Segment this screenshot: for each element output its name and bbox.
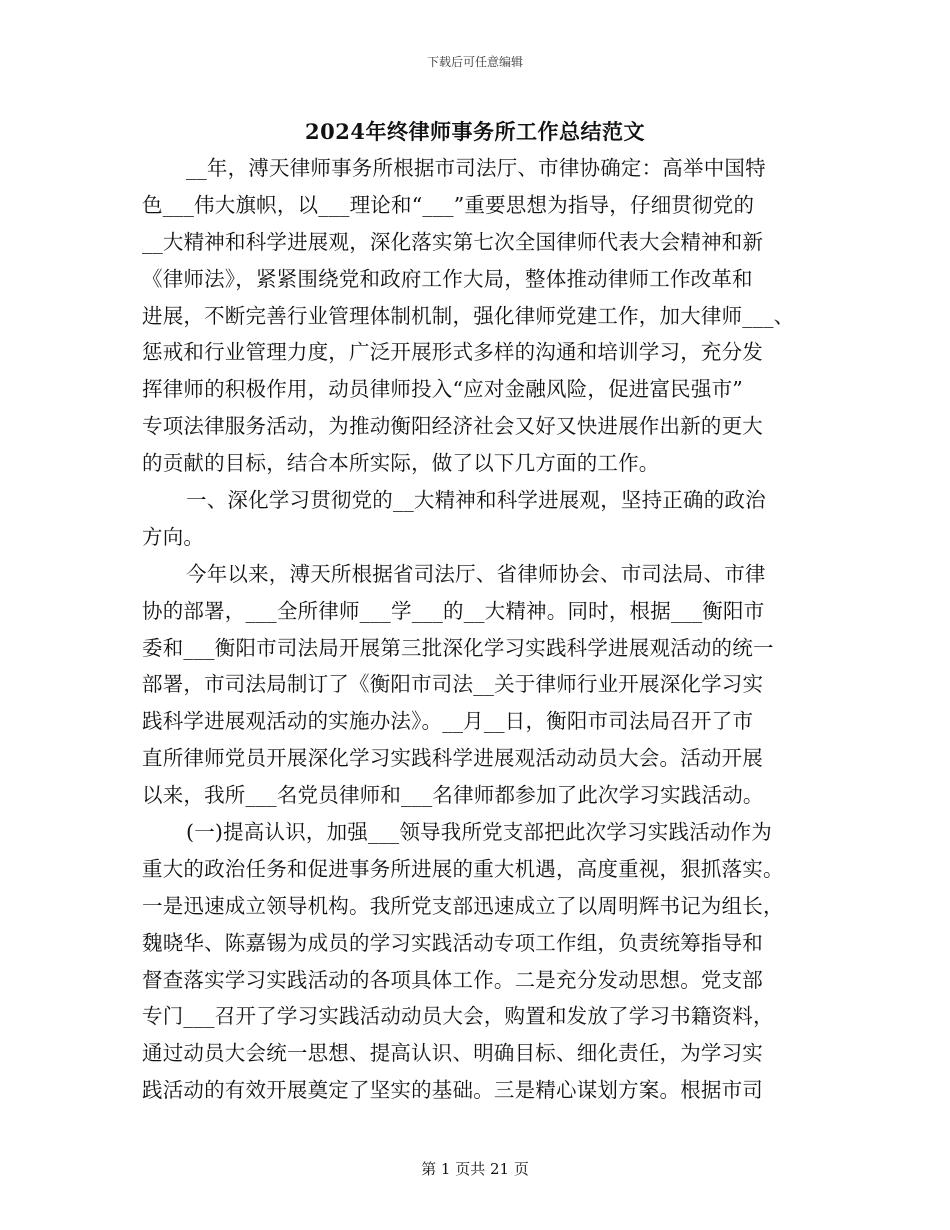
paragraph-line: 践活动的有效开展奠定了坚实的基础。三是精心谋划方案。根据市司 bbox=[142, 1078, 763, 1103]
paragraph-line: 今年以来，溥天所根据省司法厅、省律师协会、市司法局、市律 bbox=[186, 561, 766, 586]
paragraph-line: 直所律师党员开展深化学习实践科学进展观活动动员大会。活动开展 bbox=[142, 746, 763, 771]
document-body bbox=[142, 150, 822, 1109]
section-heading-line: 一、深化学习贯彻党的__大精神和科学进展观，坚持正确的政治 bbox=[186, 488, 766, 513]
paragraph-line: 以来，我所___名党员律师和___名律师都参加了此次学习实践活动。 bbox=[142, 783, 764, 808]
paragraph-line: 部署，市司法局制订了《衡阳市司法__关于律师行业开展深化学习实 bbox=[142, 672, 764, 697]
paragraph-line: __大精神和科学进展观，深化落实第七次全国律师代表大会精神和新 bbox=[142, 229, 764, 254]
paragraph-line: 专项法律服务活动，为推动衡阳经济社会又好又快进展作出新的更大 bbox=[142, 414, 763, 439]
paragraph-line: 督查落实学习实践活动的各项具体工作。二是充分发动思想。党支部 bbox=[142, 967, 763, 992]
paragraph-line: 委和___衡阳市司法局开展第三批深化学习实践科学进展观活动的统一 bbox=[142, 635, 774, 660]
paragraph-line: 挥律师的积极作用，动员律师投入“应对金融风险，促进富民强市” bbox=[142, 377, 743, 402]
paragraph-line: 重大的政治任务和促进事务所进展的重大机遇，高度重视，狠抓落实。 bbox=[142, 856, 784, 881]
paragraph-line: 一是迅速成立领导机构。我所党支部迅速成立了以周明辉书记为组长， bbox=[142, 893, 784, 918]
paragraph-line: 通过动员大会统一思想、提高认识、明确目标、细化责任，为学习实 bbox=[142, 1041, 763, 1066]
paragraph-line: 协的部署，___全所律师___学___的__大精神。同时，根据___衡阳市 bbox=[142, 598, 765, 623]
paragraph-line: 惩戒和行业管理力度，广泛开展形式多样的沟通和培训学习，充分发 bbox=[142, 340, 763, 365]
paragraph-line: __年，溥天律师事务所根据市司法厅、市律协确定：高举中国特 bbox=[186, 156, 766, 180]
paragraph-line: (一)提高认识，加强___领导我所党支部把此次学习实践活动作为 bbox=[186, 820, 772, 845]
paragraph-line: 的贡献的目标，结合本所实际，做了以下几方面的工作。 bbox=[142, 451, 660, 476]
paragraph-line: 《律师法》，紧紧围绕党和政府工作大局，整体推动律师工作改革和 bbox=[142, 266, 753, 291]
header-note: 下载后可任意编辑 bbox=[426, 55, 523, 69]
page-number-footer: 第 1 页共 21 页 bbox=[421, 1160, 529, 1178]
document-title: 2024年终律师事务所工作总结范文 bbox=[305, 119, 645, 144]
section-heading-line: 方向。 bbox=[142, 524, 205, 549]
paragraph-line: 色___伟大旗帜，以___理论和“___”重要思想为指导，仔细贯彻党的 bbox=[142, 192, 755, 217]
paragraph-line: 专门___召开了学习实践活动动员大会，购置和发放了学习书籍资料， bbox=[142, 1004, 774, 1029]
paragraph-line: 进展，不断完善行业管理体制机制，强化律师党建工作，加大律师___、 bbox=[142, 303, 795, 328]
paragraph-line: 魏晓华、陈嘉锡为成员的学习实践活动专项工作组，负责统筹指导和 bbox=[142, 930, 763, 955]
paragraph-line: 践科学进展观活动的实施办法》。__月__日，衡阳市司法局召开了市 bbox=[142, 709, 754, 734]
